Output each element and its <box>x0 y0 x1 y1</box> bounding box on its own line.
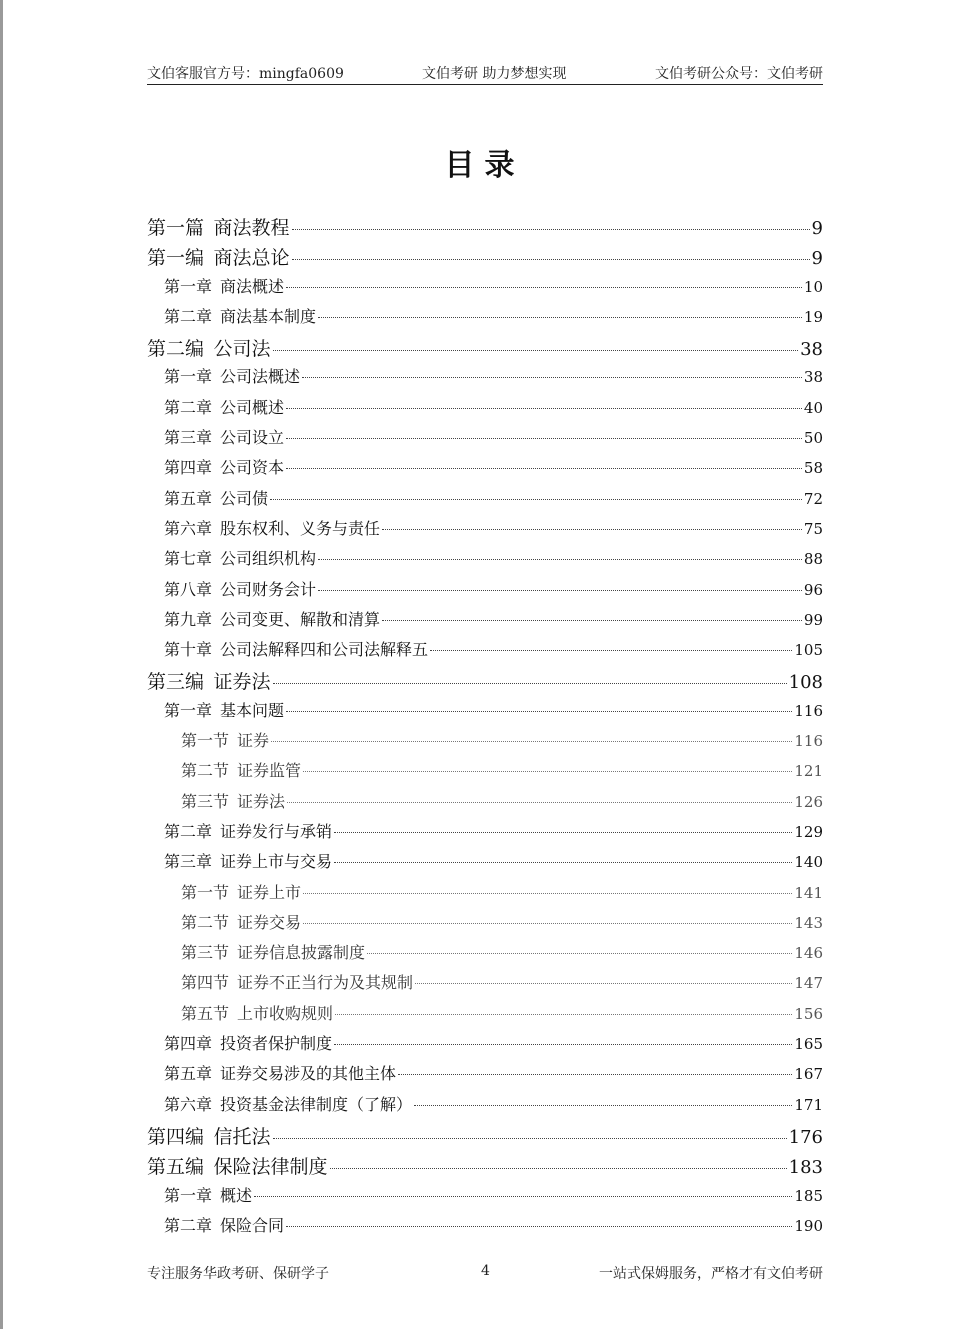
toc-dot-leader <box>335 1014 792 1015</box>
toc-entry-label <box>181 728 269 751</box>
toc-entry-label <box>164 395 284 418</box>
toc-entry-title: 证券信息披露制度 <box>237 943 366 963</box>
toc-entry-label <box>164 698 284 721</box>
toc-dot-leader <box>303 893 792 894</box>
toc-dot-leader <box>334 862 792 863</box>
toc-entry-page: 38 <box>800 339 823 361</box>
toc-entry-title: 保险合同 <box>220 1215 285 1235</box>
toc-entry-title: 投资者保护制度 <box>220 1034 333 1054</box>
toc-entry-label <box>147 213 290 240</box>
toc-entry-number: 第八章 <box>164 579 213 599</box>
toc-entry-number: 第三节 <box>181 943 230 963</box>
toc-entry-title: 证券监管 <box>237 761 302 781</box>
toc-entry[interactable] <box>147 274 823 304</box>
toc-entry-label <box>164 486 268 509</box>
toc-entry-number: 第七章 <box>164 549 213 569</box>
toc-dot-leader <box>398 1074 792 1075</box>
toc-entry-page: 141 <box>794 883 823 902</box>
toc-entry-page: 176 <box>788 1126 823 1148</box>
toc-entry-label <box>164 1183 252 1206</box>
footer-right-text: 一站式保姆服务，严格才有文伯考研 <box>599 1266 823 1282</box>
toc-entry-label <box>164 819 332 842</box>
toc-entry[interactable] <box>147 577 823 607</box>
footer-left-text: 专注服务华政考研、保研学子 <box>147 1266 329 1282</box>
toc-dot-leader <box>286 287 802 288</box>
toc-entry-number: 第二章 <box>164 306 213 326</box>
toc-entry[interactable] <box>147 758 823 788</box>
toc-entry-label <box>164 364 300 387</box>
toc-entry[interactable] <box>147 334 823 364</box>
toc-entry-label <box>164 577 316 600</box>
toc-entry-number: 第一章 <box>164 276 213 296</box>
page-left-edge <box>0 0 3 1329</box>
toc-entry-number: 第五编 <box>147 1156 205 1179</box>
toc-entry[interactable] <box>147 546 823 576</box>
toc-entry-number: 第六章 <box>164 1094 213 1114</box>
toc-entry[interactable] <box>147 486 823 516</box>
toc-entry-title: 概述 <box>220 1185 253 1205</box>
toc-entry-label <box>164 1213 284 1236</box>
toc-entry-label <box>147 243 290 270</box>
toc-dot-leader <box>287 802 792 803</box>
page-header <box>147 62 823 85</box>
toc-entry-number: 第五章 <box>164 488 213 508</box>
toc-entry-label <box>164 516 380 539</box>
toc-entry-number: 第九章 <box>164 609 213 629</box>
page-footer <box>147 1263 823 1283</box>
toc-entry-title: 证券不正当行为及其规制 <box>237 973 414 993</box>
toc-entry[interactable] <box>147 880 823 910</box>
toc-dot-leader <box>273 683 787 684</box>
toc-entry-label <box>181 970 413 993</box>
toc-dot-leader <box>286 408 802 409</box>
toc-entry-number: 第三编 <box>147 671 205 694</box>
toc-entry-page: 126 <box>794 792 823 811</box>
toc-entry-title: 证券法 <box>213 671 271 694</box>
toc-entry-page: 116 <box>794 701 823 720</box>
toc-entry-title: 公司资本 <box>220 458 285 478</box>
toc-entry[interactable] <box>147 304 823 334</box>
toc-entry[interactable] <box>147 789 823 819</box>
toc-entry-page: 105 <box>794 641 823 660</box>
toc-entry-page: 185 <box>794 1186 823 1205</box>
toc-dot-leader <box>330 1168 787 1169</box>
toc-entry[interactable] <box>147 637 823 667</box>
toc-entry-number: 第十章 <box>164 640 213 660</box>
toc-entry-page: 143 <box>794 913 823 932</box>
toc-dot-leader <box>303 771 792 772</box>
header-center-text: 文伯考研 助力梦想实现 <box>422 66 567 82</box>
toc-entry-page: 88 <box>803 550 823 569</box>
toc-entry[interactable] <box>147 819 823 849</box>
toc-entry-number: 第二编 <box>147 338 205 361</box>
toc-entry-title: 保险法律制度 <box>213 1156 328 1179</box>
toc-entry-title: 公司变更、解散和清算 <box>220 609 381 629</box>
toc-entry-number: 第二节 <box>181 761 230 781</box>
toc-entry-title: 公司债 <box>220 488 269 508</box>
toc-entry-number: 第一节 <box>181 882 230 902</box>
toc-entry-title: 商法基本制度 <box>220 306 317 326</box>
toc-entry-title: 股东权利、义务与责任 <box>220 518 381 538</box>
toc-entry[interactable] <box>147 1213 823 1243</box>
toc-dot-leader <box>367 953 792 954</box>
toc-dot-leader <box>271 741 792 742</box>
toc-entry[interactable] <box>147 395 823 425</box>
toc-entry-page: 96 <box>803 580 823 599</box>
toc-entry-page: 146 <box>794 944 823 963</box>
toc-entry[interactable] <box>147 667 823 697</box>
toc-dot-leader <box>414 1105 792 1106</box>
toc-entry-title: 证券 <box>237 731 270 751</box>
toc-entry-label <box>147 1152 328 1179</box>
toc-dot-leader <box>286 711 792 712</box>
toc-dot-leader <box>273 1138 787 1139</box>
toc-entry-page: 171 <box>794 1095 823 1114</box>
toc-dot-leader <box>286 1226 792 1227</box>
toc-entry[interactable] <box>147 940 823 970</box>
toc-entry-label <box>181 1001 333 1024</box>
toc-entry-label <box>181 910 301 933</box>
toc-entry-title: 公司法解释四和公司法解释五 <box>220 640 429 660</box>
toc-entry-title: 商法总论 <box>213 247 290 270</box>
header-right-text: 文伯考研公众号：文伯考研 <box>655 66 823 82</box>
toc-entry[interactable] <box>147 607 823 637</box>
toc-entry[interactable] <box>147 1152 823 1182</box>
toc-entry-page: 9 <box>811 248 823 270</box>
toc-entry[interactable] <box>147 1001 823 1031</box>
toc-dot-leader <box>318 317 802 318</box>
toc-entry-title: 公司法概述 <box>220 367 301 387</box>
toc-entry-number: 第五节 <box>181 1003 230 1023</box>
toc-dot-leader <box>318 590 802 591</box>
toc-entry-title: 证券发行与承销 <box>220 821 333 841</box>
toc-entry-label <box>164 1092 412 1115</box>
toc-entry-label <box>181 940 365 963</box>
toc-entry[interactable] <box>147 1092 823 1122</box>
toc-dot-leader <box>270 499 802 500</box>
toc-entry-label <box>164 455 284 478</box>
toc-dot-leader <box>302 377 802 378</box>
toc-entry-title: 信托法 <box>213 1125 271 1148</box>
toc-entry-label <box>164 637 428 660</box>
toc-dot-leader <box>286 468 802 469</box>
toc-entry-number: 第三章 <box>164 428 213 448</box>
toc-entry-number: 第二节 <box>181 912 230 932</box>
toc-entry-label <box>164 546 316 569</box>
header-left-text: 文伯客服官方号：mingfa0609 <box>147 66 344 82</box>
toc-entry-title: 证券上市与交易 <box>220 852 333 872</box>
toc-entry-title: 公司概述 <box>220 397 285 417</box>
page-title: 目录 <box>444 148 525 183</box>
toc-entry-page: 38 <box>803 368 823 387</box>
toc-entry-title: 公司法 <box>213 338 271 361</box>
toc-entry[interactable] <box>147 970 823 1000</box>
toc-entry-number: 第三章 <box>164 852 213 872</box>
toc-entry[interactable] <box>147 213 823 243</box>
toc-entry[interactable] <box>147 425 823 455</box>
toc-entry-number: 第一章 <box>164 700 213 720</box>
toc-entry-label <box>181 789 285 812</box>
toc-entry-label <box>147 334 271 361</box>
toc-entry[interactable] <box>147 849 823 879</box>
toc-entry[interactable] <box>147 1061 823 1091</box>
toc-entry-title: 投资基金法律制度（了解） <box>220 1094 413 1114</box>
toc-entry-number: 第五章 <box>164 1064 213 1084</box>
toc-entry-label <box>164 849 332 872</box>
toc-entry-title: 证券交易涉及的其他主体 <box>220 1064 397 1084</box>
toc-dot-leader <box>382 529 802 530</box>
toc-dot-leader <box>303 923 792 924</box>
toc-entry-number: 第一章 <box>164 367 213 387</box>
toc-entry-page: 19 <box>803 307 823 326</box>
toc-entry-label <box>147 1122 271 1149</box>
toc-entry-label <box>164 304 316 327</box>
toc-entry-page: 99 <box>803 610 823 629</box>
toc-entry[interactable] <box>147 698 823 728</box>
table-of-contents <box>147 213 823 1243</box>
toc-entry-page: 140 <box>794 853 823 872</box>
toc-entry-title: 商法教程 <box>213 217 290 239</box>
toc-entry-title: 公司财务会计 <box>220 579 317 599</box>
toc-entry-page: 129 <box>794 822 823 841</box>
toc-entry[interactable] <box>147 1183 823 1213</box>
toc-entry-label <box>181 758 301 781</box>
toc-entry-number: 第三节 <box>181 791 230 811</box>
toc-dot-leader <box>254 1196 792 1197</box>
toc-dot-leader <box>286 438 802 439</box>
toc-entry-title: 上市收购规则 <box>237 1003 334 1023</box>
toc-dot-leader <box>292 229 810 230</box>
toc-entry-number: 第四节 <box>181 973 230 993</box>
toc-dot-leader <box>318 559 802 560</box>
toc-dot-leader <box>273 350 799 351</box>
toc-entry-number: 第二章 <box>164 397 213 417</box>
toc-entry-label <box>164 274 284 297</box>
toc-entry-number: 第四章 <box>164 1034 213 1054</box>
toc-entry-page: 147 <box>794 974 823 993</box>
toc-entry-number: 第一编 <box>147 247 205 270</box>
toc-entry-page: 165 <box>794 1035 823 1054</box>
toc-dot-leader <box>415 983 792 984</box>
toc-entry-page: 72 <box>803 489 823 508</box>
toc-dot-leader <box>334 1044 792 1045</box>
toc-entry[interactable] <box>147 243 823 273</box>
toc-entry-page: 183 <box>788 1157 823 1179</box>
toc-entry-label <box>164 1061 396 1084</box>
toc-entry-title: 证券上市 <box>237 882 302 902</box>
toc-entry-number: 第四章 <box>164 458 213 478</box>
toc-entry-page: 190 <box>794 1216 823 1235</box>
toc-entry-label <box>181 880 301 903</box>
toc-dot-leader <box>382 620 802 621</box>
toc-entry-number: 第一篇 <box>147 217 205 239</box>
toc-entry-number: 第一节 <box>181 731 230 751</box>
toc-entry-number: 第二章 <box>164 1215 213 1235</box>
toc-entry-page: 40 <box>803 398 823 417</box>
toc-dot-leader <box>334 832 792 833</box>
footer-page-number: 4 <box>481 1263 490 1279</box>
toc-entry-label <box>164 1031 332 1054</box>
toc-entry-number: 第六章 <box>164 518 213 538</box>
toc-entry[interactable] <box>147 1031 823 1061</box>
toc-entry-label <box>164 425 284 448</box>
toc-entry-page: 156 <box>794 1004 823 1023</box>
toc-entry-page: 116 <box>794 732 823 751</box>
toc-dot-leader <box>292 259 810 260</box>
toc-entry-number: 第二章 <box>164 821 213 841</box>
toc-entry-page: 50 <box>803 429 823 448</box>
toc-entry-number: 第四编 <box>147 1125 205 1148</box>
toc-entry-page: 10 <box>803 277 823 296</box>
toc-entry[interactable] <box>147 1122 823 1152</box>
toc-entry-page: 121 <box>794 762 823 781</box>
toc-entry-title: 证券交易 <box>237 912 302 932</box>
toc-entry-page: 9 <box>811 218 823 239</box>
toc-entry-page: 75 <box>803 519 823 538</box>
toc-entry[interactable] <box>147 455 823 485</box>
toc-entry-title: 证券法 <box>237 791 286 811</box>
toc-entry[interactable] <box>147 364 823 394</box>
toc-entry-page: 58 <box>803 459 823 478</box>
toc-entry-page: 167 <box>794 1065 823 1084</box>
toc-entry[interactable] <box>147 516 823 546</box>
toc-dot-leader <box>430 650 792 651</box>
toc-entry-title: 公司设立 <box>220 428 285 448</box>
toc-entry-label <box>147 667 271 694</box>
toc-entry[interactable] <box>147 910 823 940</box>
toc-entry-title: 基本问题 <box>220 700 285 720</box>
toc-entry-label <box>164 607 380 630</box>
toc-entry-title: 商法概述 <box>220 276 285 296</box>
toc-entry-page: 108 <box>788 672 823 694</box>
toc-entry-title: 公司组织机构 <box>220 549 317 569</box>
toc-entry[interactable] <box>147 728 823 758</box>
toc-entry-number: 第一章 <box>164 1185 213 1205</box>
